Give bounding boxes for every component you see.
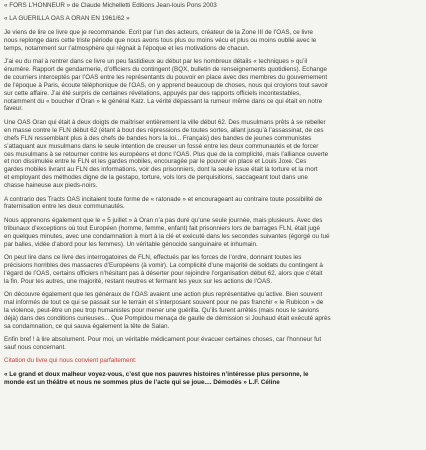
- paragraph-oas-oran: [4, 119, 420, 190]
- text-line: nous replonge dans cette triste période que nous avons tous plus ou moins vécu et plus ou moins oublié avec le: [4, 36, 317, 44]
- text-line: sa condamnation, ce qui sauva également la tête de Salan.: [4, 322, 170, 330]
- text-line: A contrario des Tracts OAS incitaient toute forme de « ratonade » et encourageant au contraire toute possibilité de: [4, 195, 323, 203]
- text-line: Nous apprenons également que le « 5 juillet » à Oran n’a pas duré qu’une seule journée, mais plusieurs. Avec des: [4, 216, 323, 224]
- text-line: temps, notamment sur l’atmosphère qui régnait à l’époque et les motivations de chacun.: [4, 44, 250, 52]
- text-line: sauf nous concernant.: [4, 344, 66, 352]
- text-line: sur cette affaire. J’ai été surpris de certaines révélations, appuyés par des rapports officiels incontestables,: [4, 89, 301, 97]
- text-line: chasse haineuse aux pieds-noirs.: [4, 182, 98, 190]
- text-line: par balles, vidée d’abord pour les femmes). Un véritable génocide sanguinaire et inhumain.: [4, 240, 258, 248]
- celine-quote: [4, 371, 420, 387]
- text-line: gardes mobiles livrant au FLN des informations, voir des prisonniers, dont la seule issue était la torture et la mort: [4, 166, 318, 174]
- quote-line: monde est un théâtre et nous ne sommes plus de l’acte qui se joue.... Démodés » L.F. Céline: [4, 378, 280, 386]
- text-line: et non dissimulée entre le FLN et les gardes mobiles, encouragée par le pouvoir en place et Louis Joxe. Ces: [4, 158, 307, 166]
- text-line: J’ai eu du mal à rentrer dans ce livre un peu fastidieux au début par les nombreux détails « techniques » qu’il: [4, 58, 308, 66]
- text-line: s’attaquant aux musulmans dans le seule intention de creuser un fossé entre les deux communautés et de forcer: [4, 142, 319, 150]
- text-line: précisions horribles des massacres d’Européens (à vomir). La complicité d’une majorité de soldats du contingent à: [4, 261, 323, 269]
- text-line: Enfin bref ! à lire absolument. Pour moi, un véritable médicament pour évacuer certaines choses, car l’honneur fut: [4, 336, 322, 344]
- text-line: de l’époque à Paris, écoute téléphonique de l’OAS, on y apprend beaucoup de choses, nous qui croyions tout savoir: [4, 81, 329, 89]
- text-line: Une OAS Oran qui était à deux doigts de maîtriser entièrement la ville début 62. Des musulmans prêts à se rebeller: [4, 118, 326, 126]
- text-line: la violence, peut-être un peu trop humanistes pour mener une guérilla. Qu’ils furent arrêtés (mais nous le savions: [4, 306, 320, 314]
- text-line: On peut lire dans ce livre des interrogatoires de FLN, effectués par les forces de l’ordre, donnant toutes les: [4, 253, 302, 261]
- text-line: déjà) dans des conditions curieuses... Que Pompidou menaça de gaulle de démission si Jouhaud était exécuté après: [4, 314, 331, 322]
- text-line: et employant des méthodes digne de la gestapo, torture, vols lors de perquisitions, saccageant tout dans une: [4, 174, 308, 182]
- text-line: notamment du « boucher d’Oran » le général Katz. La vérité dépassant la rumeur même dans ce qui était en notre: [4, 97, 323, 105]
- text-line: énumère. Rapport de gendarmerie, d’officiers du contingent (BQX, bulletin de renseignements quotidiens). Echange: [4, 65, 327, 73]
- text-line: tribunaux d’exceptions où tout Européen (homme, femme, enfant) fait prisonniers lors de barrages FLN, était jugé: [4, 224, 321, 232]
- paragraph-5-juillet: [4, 217, 420, 249]
- paragraph-intro: [4, 29, 420, 53]
- paragraph-interrogatoires: [4, 254, 420, 286]
- text-line: en quelques minutes, avec une condamnation à mort à la clé et exécuté dans les secondes suivantes (égorgé ou tué: [4, 232, 330, 240]
- paragraph-tracts: [4, 196, 420, 212]
- text-line: chefs FLN ressemblant plus à des chefs de bandes hors la loi... Français) des bandes de jeunes communistes: [4, 134, 312, 142]
- source-line: « FORS L’HONNEUR » de Claude Michelletti Editions Jean-louis Pons 2003: [4, 2, 217, 9]
- text-line: ces musulmans à se retourner contre les européens et donc l’OAS. Plus que de la complicité, mais l’alliance ouverte: [4, 150, 329, 158]
- text-line: la fin. Pour les autres, une majorité, restant neutres et fermant les yeux sur les actions de l’OAS.: [4, 277, 273, 285]
- text-line: faveur.: [4, 105, 23, 113]
- quote-line: « Le grand et doux malheur voyez-vous, c’est que nos pauvres histoires n’intéresse plus personne, le: [4, 370, 309, 378]
- citation-heading: Citation du livre qui nous convient parfaitement:: [4, 357, 137, 365]
- text-line: On découvre également que les généraux de l’OAS avaient une action plus représentative qu’active. Bien souvent: [4, 291, 323, 299]
- paragraph-details: [4, 58, 420, 113]
- paragraph-generaux: [4, 291, 420, 331]
- text-line: en masse contre le FLN début 62 (étant à bout des répressions de toutes sortes, allant jusqu’à l’assassinat, de ces: [4, 126, 324, 134]
- text-line: l’égard de l’OAS, certains officiers n’hésitant pas à déserter pour rejoindre l’organisation début 62, alors que c’était: [4, 269, 323, 277]
- text-line: Je viens de lire ce livre que je recommande. Ecrit par l’un des acteurs, créateur de la Zone III de l’OAS, ce livre: [4, 28, 314, 36]
- text-line: fraternisation entre les deux communautés.: [4, 203, 125, 211]
- text-line: mal informés de tout ce qui se passait sur le terrain et s’interposant souvent pour ne pas franchir « le Rubicon » de: [4, 299, 324, 306]
- paragraph-conclusion: [4, 336, 420, 352]
- subtitle: « LA GUERILLA OAS A ORAN EN 1961/62 »: [4, 15, 130, 23]
- text-line: de courriers interceptés par l’OAS entre les représentants du pouvoir en place avec des membres du gouvernement: [4, 73, 328, 81]
